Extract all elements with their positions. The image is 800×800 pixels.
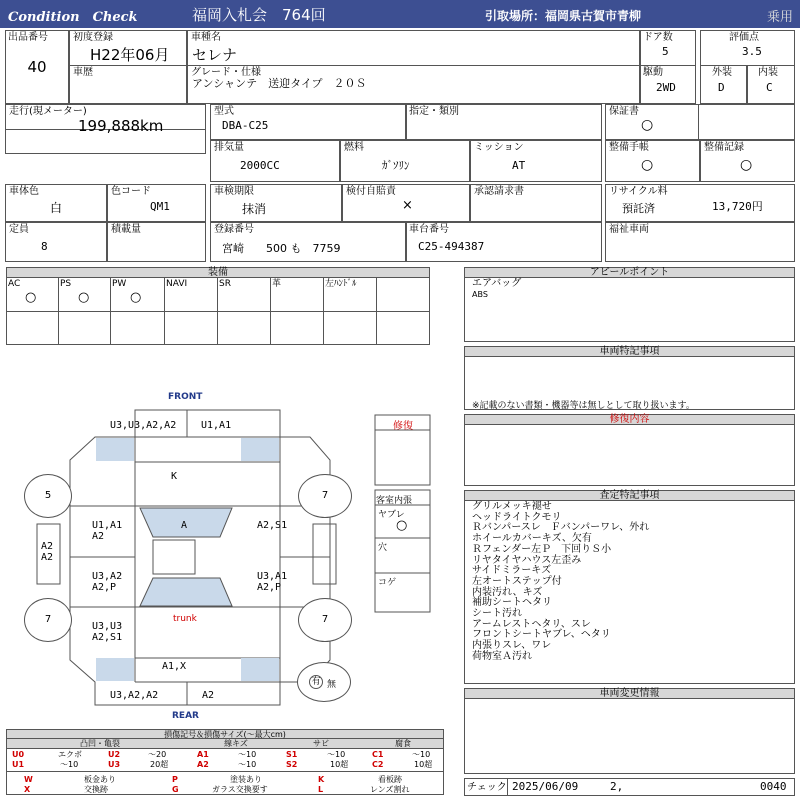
equipment-title: 装備	[7, 268, 429, 278]
records-value: ○	[740, 157, 753, 173]
manual-value: ○	[641, 157, 654, 173]
color-label: 車体色	[9, 186, 39, 197]
left-front-door-marks: U1,A1 A2	[92, 520, 123, 542]
tire-rear-left: 7	[24, 598, 72, 642]
inspection-value: 抹消	[242, 202, 267, 216]
repair-label: 修復	[393, 421, 413, 432]
first-reg-value: H22年06月	[90, 46, 170, 64]
exterior-label: 外装	[712, 67, 732, 78]
plate-value: 宮崎 500 も 7759	[222, 242, 341, 255]
grade-value: アンシャンテ 送迎タイプ ２０Ｓ	[192, 77, 367, 90]
header-category: 乗用	[767, 10, 794, 25]
legend-group-dents: 凸凹・亀裂	[7, 739, 193, 749]
legend-code: S1	[286, 750, 298, 759]
rear-label: REAR	[172, 711, 199, 721]
left-rear-door-marks: U3,A2 A2,P	[92, 571, 123, 593]
front-label: FRONT	[168, 392, 203, 402]
note-line: フロントシートヤブレ、ヘタリ	[472, 629, 611, 641]
equip-sr-label: SR	[219, 279, 231, 289]
color-value: 白	[50, 201, 63, 215]
manual-label: 整備手帳	[609, 142, 649, 153]
legend-code: C2	[372, 760, 384, 769]
note-line: Ｒバンパースレ Ｆバンパーワレ、外れ	[472, 522, 650, 534]
fuel-value: ｶﾞｿﾘﾝ	[382, 159, 410, 172]
inspection-notes-title: 査定特記事項	[465, 491, 794, 501]
capacity-label: 定員	[9, 224, 29, 235]
legend-desc: 板金あり	[84, 775, 116, 784]
interior-value: C	[766, 81, 773, 94]
special-title: 車両特記事項	[465, 347, 794, 357]
liability-value: ×	[402, 198, 413, 213]
legend-desc: 10超	[414, 760, 433, 769]
first-reg-label: 初度登録	[73, 32, 113, 43]
legend-desc: 交換跡	[84, 785, 108, 794]
check-label: チェック	[467, 782, 507, 793]
model-value: DBA-C25	[222, 119, 269, 132]
legend-desc: エクボ	[58, 750, 82, 759]
change-info-title: 車両変更情報	[465, 689, 794, 699]
spare-no-label: 無	[327, 680, 337, 690]
legend-code: L	[318, 785, 324, 794]
rear-bumper-right-marks: A2	[202, 690, 215, 701]
legend-code: C1	[372, 750, 384, 759]
blue-zone	[241, 658, 279, 681]
liability-label: 検付自賠責	[346, 186, 396, 197]
check-date: 2025/06/09	[512, 780, 579, 793]
mileage-value: 199,888km	[78, 117, 164, 135]
equip-ps-value: ○	[78, 290, 90, 305]
legend-desc: ～10	[238, 760, 257, 769]
equip-pw-label: PW	[112, 279, 127, 289]
equip-lhd-label: 左ﾊﾝﾄﾞﾙ	[325, 279, 357, 289]
lot-number: 40	[27, 58, 47, 76]
mission-value: AT	[512, 159, 526, 172]
equip-leather-label: 革	[272, 279, 282, 289]
tire-front-right: 7	[298, 474, 352, 518]
legend-code: A2	[197, 760, 209, 769]
note-line: アームレストヘタリ、スレ	[472, 618, 591, 630]
displacement-label: 排気量	[214, 142, 244, 153]
legend-code: X	[24, 785, 31, 794]
change-info-box	[464, 688, 795, 774]
welfare-label: 福祉車両	[609, 224, 649, 235]
tear-label: ヤブレ	[378, 510, 405, 520]
blue-zone	[96, 658, 134, 681]
trunk-label: trunk	[173, 614, 197, 624]
legend-desc: 塗装あり	[230, 775, 262, 784]
drive-value: 2WD	[656, 81, 676, 94]
legend-code: U2	[108, 750, 121, 759]
hole-label: 穴	[378, 543, 388, 553]
equip-pw-value: ○	[130, 290, 142, 305]
note-line: グリルメッキ褪せ	[472, 501, 552, 512]
check-num: 2,	[610, 780, 624, 793]
color-code-value: QM1	[150, 200, 170, 213]
right-rear-door-marks: U3,A1 A2,P	[257, 571, 288, 593]
blue-zone	[241, 438, 279, 461]
legend-group-corrosion: 腐食	[363, 739, 443, 749]
legend-code: G	[172, 785, 179, 794]
vehicle-name: セレナ	[192, 46, 238, 64]
cabin-label: 客室内張	[376, 496, 413, 506]
appeal-line-1: エアバッグ	[472, 278, 522, 289]
color-code-label: 色コード	[111, 186, 151, 197]
note-line: 内張りスレ、ワレ	[472, 640, 552, 652]
note-line: 左オートステップ付	[472, 575, 562, 587]
chassis-value: C25-494387	[418, 240, 485, 253]
left-rear-fender-marks: U3,U3 A2,S1	[92, 621, 123, 643]
approval-label: 承認請求書	[474, 186, 524, 197]
right-front-door-marks: A2,S1	[257, 520, 288, 531]
note-line: Ｒフェンダー左Ｐ 下回りＳ小	[472, 543, 612, 555]
inspection-label: 車検期限	[214, 186, 254, 197]
load-label: 積載量	[111, 224, 141, 235]
legend-desc: ～10	[60, 760, 79, 769]
doors-label: ドア数	[643, 32, 673, 43]
front-bumper-right-marks: U1,A1	[201, 420, 232, 431]
note-line: サイドミラーキズ	[472, 565, 552, 577]
legend-code: S2	[286, 760, 298, 769]
exterior-value: D	[718, 81, 725, 94]
legend-group-rust: サビ	[279, 739, 363, 749]
spare-tire-circle	[297, 662, 351, 702]
legend-code: U0	[12, 750, 25, 759]
legend-desc: 20超	[150, 760, 169, 769]
recycle-amount: 13,720円	[712, 200, 763, 213]
fuel-label: 燃料	[344, 142, 364, 153]
legend-desc: ～20	[148, 750, 167, 759]
rear-gate-marks: A1,X	[162, 661, 187, 672]
front-bumper-left-marks: U3,U3,A2,A2	[110, 420, 177, 431]
recycle-status: 預託済	[622, 202, 655, 215]
equip-ac-value: ○	[25, 290, 37, 305]
warranty-label: 保証書	[609, 106, 639, 117]
rear-window	[140, 578, 232, 606]
records-label: 整備記録	[704, 142, 744, 153]
note-line: シート汚れ	[472, 608, 522, 620]
warranty-value: ○	[641, 117, 654, 133]
hood-marks: K	[171, 471, 178, 482]
legend-desc: ガラス交換要す	[212, 785, 268, 794]
equip-navi-label: NAVI	[166, 279, 188, 289]
legend-code: W	[24, 775, 33, 784]
note-line: ヘッドライトクモリ	[472, 511, 562, 523]
recycle-label: リサイクル料	[609, 186, 668, 197]
legend-desc: ～10	[412, 750, 431, 759]
chassis-label: 車台番号	[409, 224, 449, 235]
doors-value: 5	[662, 45, 669, 58]
legend-code: U1	[12, 760, 25, 769]
roof-marks: A	[181, 520, 188, 531]
mission-label: ミッション	[474, 142, 524, 153]
appeal-title: アピールポイント	[465, 268, 794, 278]
name-box	[187, 30, 640, 66]
lot-label: 出品番号	[8, 32, 48, 43]
mileage-label: 走行(現メーター)	[9, 106, 87, 117]
legend-code: U3	[108, 760, 121, 769]
history-label: 車歴	[73, 67, 93, 78]
appeal-line-2: ABS	[472, 290, 488, 299]
blue-zone	[96, 438, 134, 461]
model-label: 型式	[214, 106, 234, 117]
note-line: リヤタイヤハウス左歪み	[472, 554, 582, 566]
name-label: 車種名	[191, 32, 221, 43]
score-value: 3.5	[742, 45, 762, 58]
note-line: ホイールカバーキズ、欠有	[472, 533, 592, 545]
note-line: 補助シートヘタリ	[472, 597, 552, 609]
spare-yes-marker: 有	[309, 675, 323, 689]
legend-code: A1	[197, 750, 209, 759]
legend-desc: レンズ割れ	[370, 785, 410, 794]
interior-label: 内装	[758, 67, 778, 78]
check-code: 0040	[760, 780, 787, 793]
tire-rear-right: 7	[298, 598, 352, 642]
capacity-value: 8	[41, 240, 48, 253]
legend-desc: 看板跡	[378, 775, 402, 784]
inspection-notes-list	[472, 502, 649, 663]
displacement-value: 2000CC	[240, 159, 280, 172]
left-mirror-marks: A2 A2	[41, 541, 54, 563]
repair-content-title: 修復内容	[465, 415, 794, 425]
equip-ps-label: PS	[60, 279, 72, 289]
score-label: 評価点	[729, 32, 759, 43]
legend-desc: ～10	[327, 750, 346, 759]
equip-ac-label: AC	[8, 279, 21, 289]
designation-label: 指定・類別	[409, 106, 459, 117]
plate-label: 登録番号	[214, 224, 254, 235]
drive-label: 駆動	[643, 67, 663, 78]
grade-label: グレード・仕様	[191, 67, 261, 78]
header-bar	[0, 0, 800, 28]
legend-code: P	[172, 775, 178, 784]
note-line: 内装汚れ、キズ	[472, 586, 543, 598]
header-left-title: Condition Check	[8, 10, 138, 25]
legend-desc: ～10	[238, 750, 257, 759]
tear-value: ○	[396, 518, 408, 533]
legend-title: 損傷記号＆損傷サイズ(～最大cm)	[7, 730, 443, 739]
legend-code: K	[318, 775, 325, 784]
note-line: 荷物室Ａ汚れ	[472, 650, 532, 662]
tire-front-left: 5	[24, 474, 72, 518]
header-auction: 福岡入札会 764回	[192, 6, 326, 24]
burn-label: コゲ	[378, 578, 397, 588]
header-pickup: 引取場所：福岡県古賀市青柳	[485, 9, 642, 23]
legend-desc: 10超	[330, 760, 349, 769]
rear-bumper-left-marks: U3,A2,A2	[110, 690, 159, 701]
special-note: ※記載のない書類・機器等は無しとして取り扱います。	[472, 401, 695, 411]
legend-group-scratch: 線キズ	[193, 739, 279, 749]
